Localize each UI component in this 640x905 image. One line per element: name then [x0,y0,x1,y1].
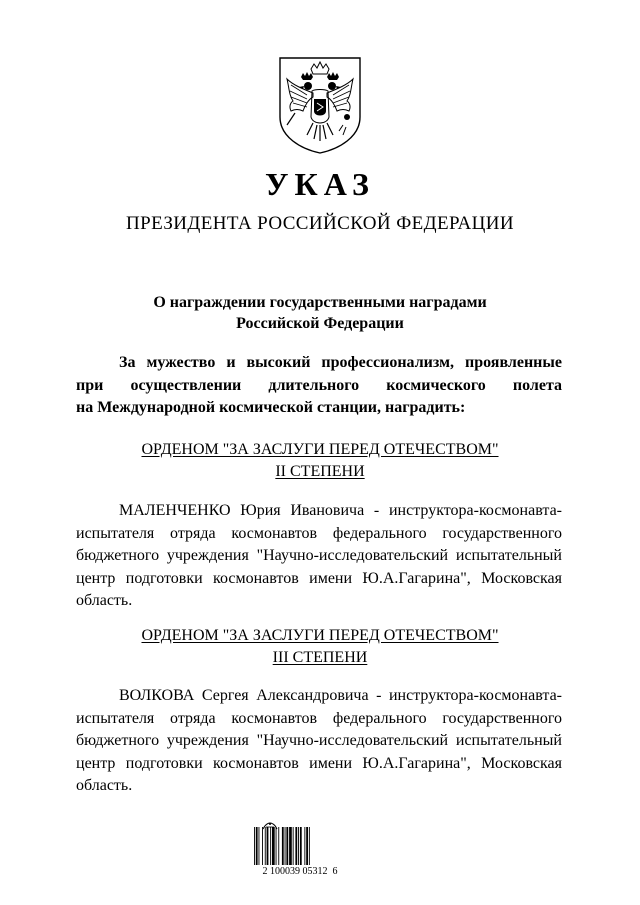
recipient-line: бюджетного учреждения "Научно-исследовательский испытательный [76,547,562,564]
award-order-heading [0,625,640,669]
recipient-line: центр подготовки космонавтов имени Ю.А.Гагарина", Московская [76,754,562,772]
decree-issuer: ПРЕЗИДЕНТА РОССИЙСКОЙ ФЕДЕРАЦИИ [126,213,514,234]
subject-line: Российской Федерации [236,315,404,332]
barcode-icon [254,827,334,865]
order-degree: III СТЕПЕНИ [272,649,368,666]
subject-line: О награждении государственными наградами [153,294,487,311]
recipient-line: центр подготовки космонавтов имени Ю.А.Гагарина", Московская [76,569,562,587]
decree-title: УКАЗ [265,166,375,202]
recipient-line: область. [76,777,133,794]
recipient-line: испытателя отряда космонавтов федерального государственного [76,709,562,727]
coat-of-arms-icon [277,55,363,155]
decree-preamble [76,352,562,420]
barcode-number: 2 100039 05312 6 [262,866,338,877]
recipient-line: бюджетного учреждения "Научно-исследовательский испытательный [76,732,562,749]
award-recipient-paragraph [76,500,562,613]
order-name: ОРДЕНОМ "ЗА ЗАСЛУГИ ПЕРЕД ОТЕЧЕСТВОМ" [141,441,499,458]
document-barcode [240,818,360,880]
recipient-line: испытателя отряда космонавтов федерального государственного [76,524,562,542]
award-order-heading [0,439,640,483]
award-recipient-paragraph [76,685,562,798]
preamble-line: при осуществлении длительного космического полета [76,376,562,394]
order-name: ОРДЕНОМ "ЗА ЗАСЛУГИ ПЕРЕД ОТЕЧЕСТВОМ" [141,627,499,644]
recipient-line: область. [76,592,133,609]
recipient-line: ВОЛКОВА Сергея Александровича - инструктора-космонавта- [119,687,562,704]
order-degree: II СТЕПЕНИ [275,463,365,480]
decree-subject [0,292,640,334]
recipient-line: МАЛЕНЧЕНКО Юрия Ивановича - инструктора-космонавта- [119,502,562,519]
preamble-line: на Международной космической станции, наградить: [76,399,466,416]
preamble-line: За мужество и высокий профессионализм, проявленные [119,354,562,371]
